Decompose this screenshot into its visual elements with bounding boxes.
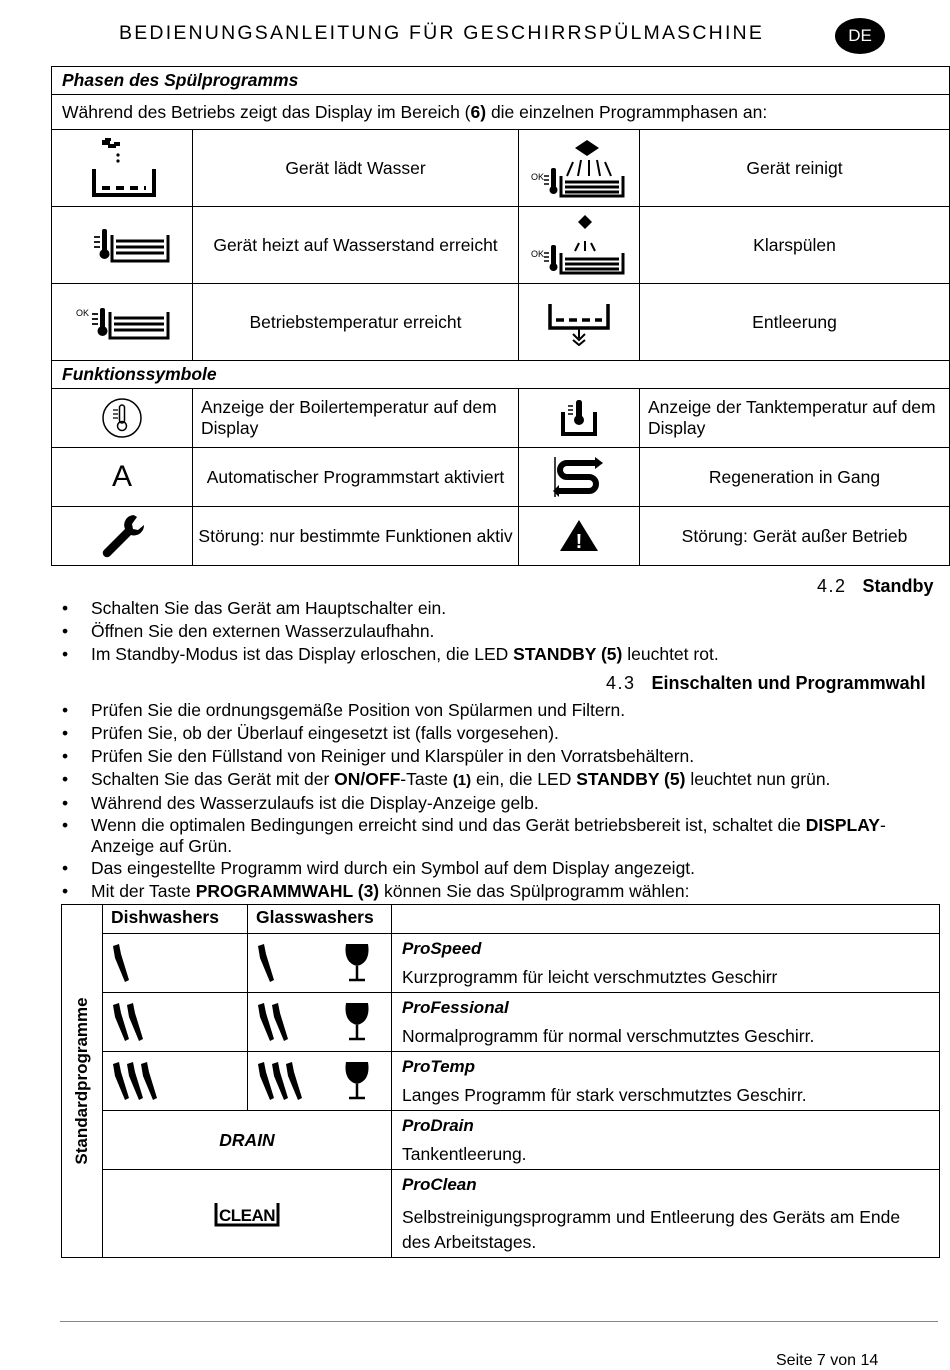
washing-icon <box>519 130 640 207</box>
dishwasher-level-1-icon <box>103 934 248 993</box>
list-item: • Mit der Taste PROGRAMMWAHL (3) können Sie das Spülprogramm wählen: <box>60 880 940 903</box>
phase-label-heating: Gerät heizt auf Wasserstand erreicht <box>193 207 519 284</box>
col-header-glasswashers: Glasswashers <box>248 905 392 934</box>
list-item: • Prüfen Sie den Füllstand von Reiniger und Klarspüler in den Vorratsbehältern. <box>60 745 940 768</box>
col-header-dishwashers: Dishwashers <box>103 905 248 934</box>
svg-text:!: ! <box>575 531 583 553</box>
tank-temperature-icon <box>519 389 640 448</box>
footer-divider <box>60 1321 938 1322</box>
language-badge: DE <box>835 18 885 54</box>
program-proclean: ProClean Selbstreinigungsprogramm und Entleerung des Geräts am Ende des Arbeitstages. <box>392 1170 940 1258</box>
symbol-label-tank: Anzeige der Tanktemperatur auf dem Display <box>640 389 950 448</box>
regeneration-icon <box>519 448 640 507</box>
dishwasher-level-2-icon <box>103 993 248 1052</box>
water-fill-icon <box>52 130 193 207</box>
symbol-label-boiler: Anzeige der Boilertemperatur auf dem Display <box>193 389 519 448</box>
rinse-icon <box>519 207 640 284</box>
program-professional: ProFessional Normalprogramm für normal verschmutztes Geschirr. <box>392 993 940 1052</box>
symbol-label-out-of-order: Störung: Gerät außer Betrieb <box>640 507 950 566</box>
list-item: • Öffnen Sie den externen Wasserzulaufhahn. <box>60 620 940 643</box>
standby-list <box>60 597 940 666</box>
list-item: • Während des Wasserzulaufs ist die Display-Anzeige gelb. <box>60 792 940 815</box>
phases-table <box>51 66 950 566</box>
clean-icon <box>103 1170 392 1258</box>
programs-side-label-cell <box>62 905 103 1258</box>
list-item: • Im Standby-Modus ist das Display erloschen, die LED STANDBY (5) leuchtet rot. <box>60 643 940 666</box>
phases-intro: Während des Betriebs zeigt das Display im Bereich (6) die einzelnen Programmphasen an: <box>52 95 950 130</box>
glasswasher-level-2-icon <box>248 993 392 1052</box>
svg-text:OK: OK <box>531 249 545 259</box>
phase-label-operating-temp: Betriebstemperatur erreicht <box>193 284 519 361</box>
svg-text:OK: OK <box>531 172 545 182</box>
list-item: • Wenn die optimalen Bedingungen erreicht sind und das Gerät betriebsbereit ist, schaltet die DISPLAY-Anzeige auf Grün. <box>60 815 940 857</box>
symbols-heading: Funktionssymbole <box>52 361 950 389</box>
warning-icon <box>519 507 640 566</box>
phase-label-cleaning: Gerät reinigt <box>640 130 950 207</box>
list-item: • Schalten Sie das Gerät am Hauptschalter ein. <box>60 597 940 620</box>
wrench-icon <box>52 507 193 566</box>
program-protemp: ProTemp Langes Programm für stark verschmutztes Geschirr. <box>392 1052 940 1111</box>
page-number: Seite 7 von 14 <box>776 1352 879 1369</box>
glasswasher-level-1-icon <box>248 934 392 993</box>
glasswasher-level-3-icon <box>248 1052 392 1111</box>
symbol-label-auto-start: Automatischer Programmstart aktiviert <box>193 448 519 507</box>
program-prospeed: ProSpeed Kurzprogramm für leicht verschmutztes Geschirr <box>392 934 940 993</box>
list-item: • Prüfen Sie, ob der Überlauf eingesetzt ist (falls vorgesehen). <box>60 722 940 745</box>
programs-table <box>61 904 940 1258</box>
drain-icon-label: DRAIN <box>103 1111 392 1170</box>
symbol-label-regeneration: Regeneration in Gang <box>640 448 950 507</box>
boiler-temperature-icon <box>52 389 193 448</box>
list-item: • Das eingestellte Programm wird durch ein Symbol auf dem Display angezeigt. <box>60 857 940 880</box>
document-title: BEDIENUNGSANLEITUNG FÜR GESCHIRRSPÜLMASCHINE <box>119 22 765 44</box>
programs-side-label: Standardprogramme <box>72 997 91 1165</box>
program-prodrain: ProDrain Tankentleerung. <box>392 1111 940 1170</box>
phase-label-water: Gerät lädt Wasser <box>193 130 519 207</box>
svg-text:CLEAN: CLEAN <box>218 1205 276 1225</box>
auto-start-icon: A <box>52 448 193 507</box>
dishwasher-level-3-icon <box>103 1052 248 1111</box>
program-select-heading: 4.3 Einschalten und Programmwahl <box>606 673 926 693</box>
standby-heading: 4.2 Standby <box>817 576 934 596</box>
heating-icon <box>52 207 193 284</box>
list-item: • Schalten Sie das Gerät mit der ON/OFF-Taste (1) ein, die LED STANDBY (5) leuchtet nun grün. <box>60 768 940 792</box>
phases-heading: Phasen des Spülprogramms <box>52 67 950 95</box>
list-item: • Prüfen Sie die ordnungsgemäße Position von Spülarmen und Filtern. <box>60 699 940 722</box>
drain-icon <box>519 284 640 361</box>
symbol-label-partial-fault: Störung: nur bestimmte Funktionen aktiv <box>193 507 519 566</box>
temperature-ok-icon <box>52 284 193 361</box>
phase-label-rinse: Klarspülen <box>640 207 950 284</box>
phase-label-drain: Entleerung <box>640 284 950 361</box>
program-select-list <box>60 699 940 903</box>
svg-text:OK: OK <box>76 308 90 318</box>
